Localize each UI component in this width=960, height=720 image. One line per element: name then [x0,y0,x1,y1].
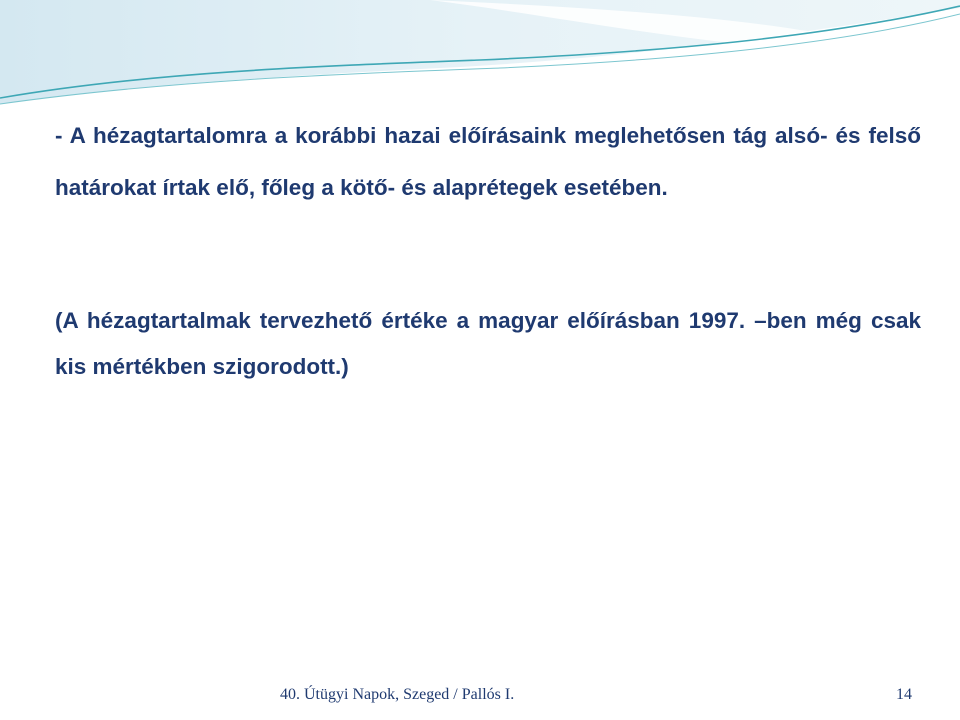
body-paragraph-1: - A hézagtartalomra a korábbi hazai előírásaink meglehetősen tág alsó- és felső határokat írtak elő, főleg a kötő- és alaprétegek esetében. [55,123,921,200]
body-paragraph-2: (A hézagtartalmak tervezhető értéke a magyar előírásban 1997. –ben még csak kis mértékben szigorodott.) [55,308,921,379]
footer-text: 40. Útügyi Napok, Szeged / Pallós I. [280,686,515,703]
page-number: 14 [896,686,912,703]
header-wave-decoration [0,0,960,110]
wave-fill [0,0,960,104]
